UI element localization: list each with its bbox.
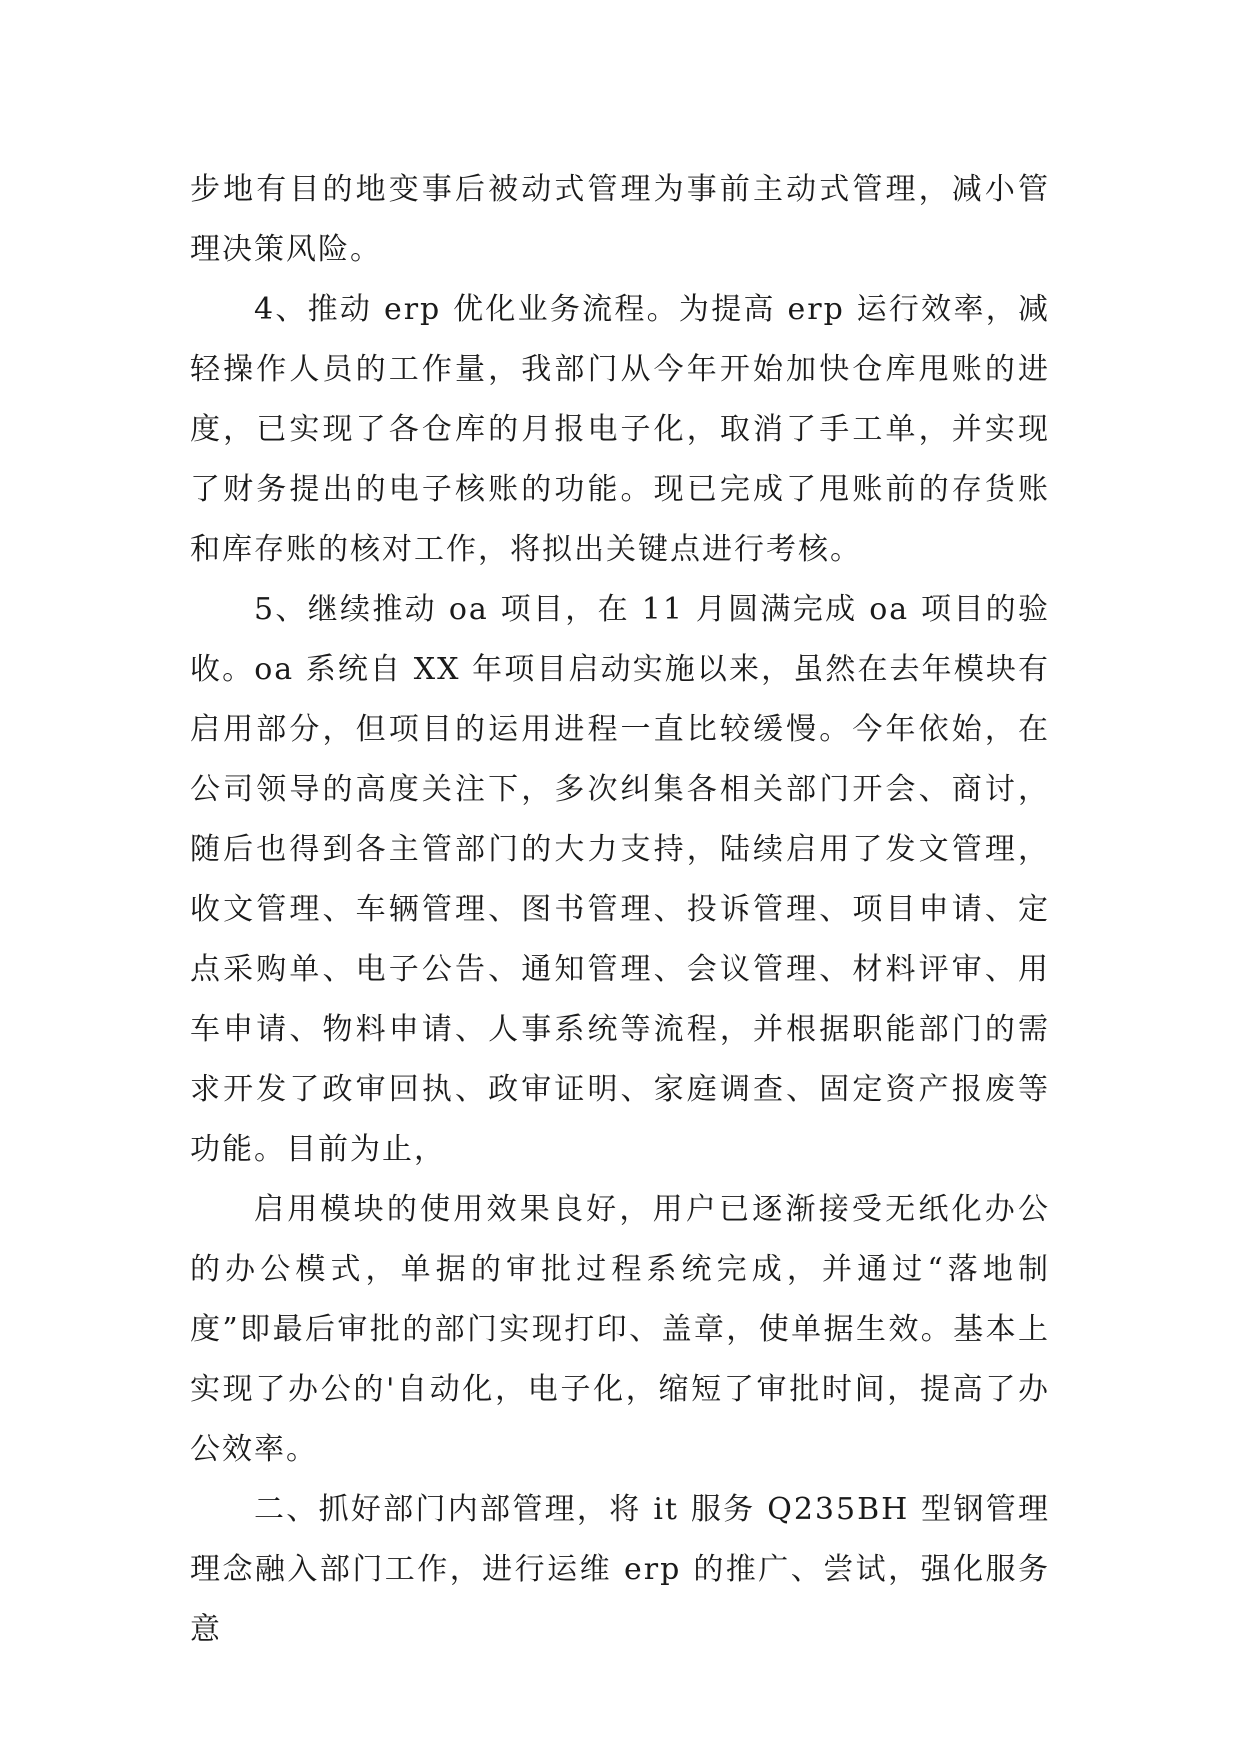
paragraph-1: 步地有目的地变事后被动式管理为事前主动式管理，减小管理决策风险。 <box>190 172 1050 267</box>
paragraph-4: 启用模块的使用效果良好，用户已逐渐接受无纸化办公的办公模式，单据的审批过程系统完成，并通过“落地制度”即最后审批的部门实现打印、盖章，使单据生效。基本上实现了办公的'自动化，电子化，缩短了审批时间，提高了办公效率。 <box>190 1192 1050 1467</box>
paragraph-3: 5、继续推动 oa 项目，在 11 月圆满完成 oa 项目的验收。oa 系统自 XX 年项目启动实施以来，虽然在去年模块有启用部分，但项目的运用进程一直比较缓慢。今年依始，在公司领导的高度关注下，多次纠集各相关部门开会、商讨，随后也得到各主管部门的大力支持，陆续启用了发文管理，收文管理、车辆管理、图书管理、投诉管理、项目申请、定点采购单、电子公告、通知管理、会议管理、材料评审、用车申请、物料申请、人事系统等流程，并根据职能部门的需求开发了政审回执、政审证明、家庭调查、固定资产报废等功能。目前为止， <box>190 592 1050 1167</box>
document-body <box>190 160 1050 1660</box>
paragraph-2: 4、推动 erp 优化业务流程。为提高 erp 运行效率，减轻操作人员的工作量，我部门从今年开始加快仓库甩账的进度，已实现了各仓库的月报电子化，取消了手工单，并实现了财务提出的电子核账的功能。现已完成了甩账前的存货账和库存账的核对工作，将拟出关键点进行考核。 <box>190 292 1050 567</box>
paragraph-5: 二、抓好部门内部管理，将 it 服务 Q235BH 型钢管理理念融入部门工作，进行运维 erp 的推广、尝试，强化服务意 <box>190 1492 1050 1647</box>
